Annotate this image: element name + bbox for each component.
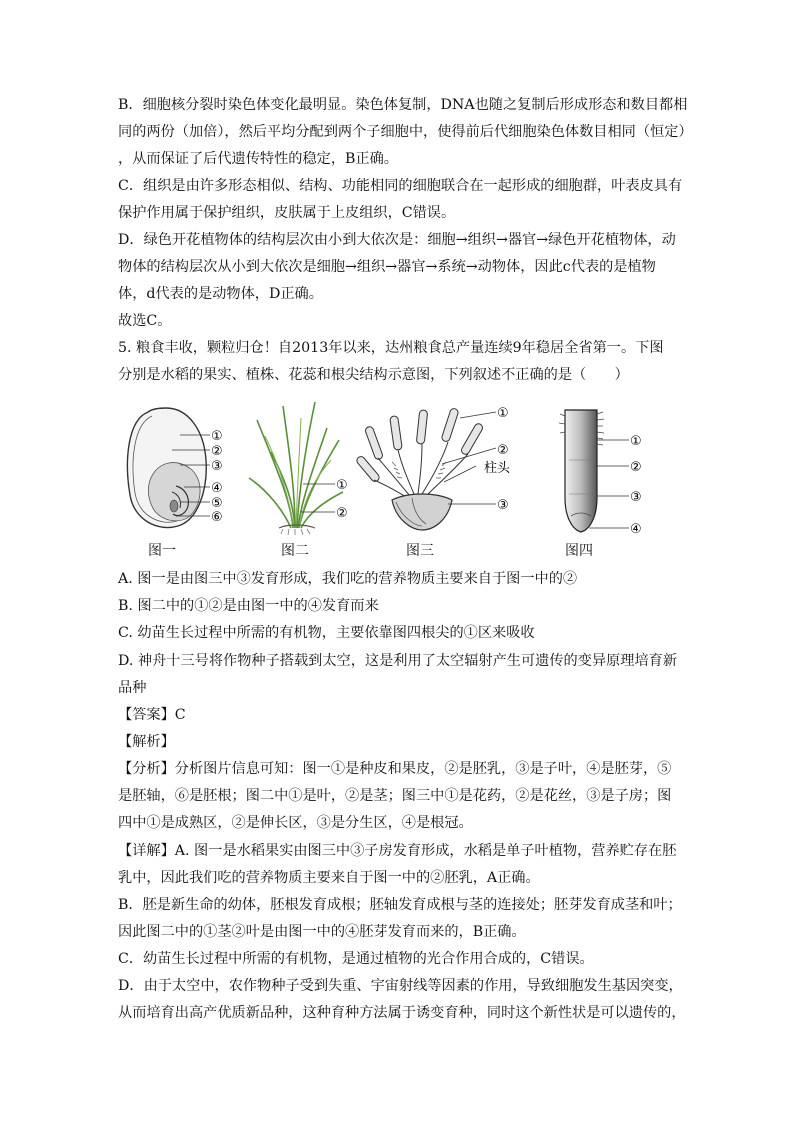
answer-line: 【答案】C bbox=[118, 707, 186, 723]
text-line: 乳中，因此我们吃的营养物质主要来自于图一中的②胚乳，A正确。 bbox=[118, 870, 540, 886]
text-line: 物体的结构层次从小到大依次是细胞→组织→器官→系统→动物体，因此c代表的是植物 bbox=[118, 259, 656, 275]
text-line: 保护作用属于保护组织，皮肤属于上皮组织，C错误。 bbox=[118, 205, 456, 221]
figure-root-tip bbox=[543, 400, 678, 562]
text-line: 因此图二中的①茎②叶是由图一中的④胚芽发育而来的，B正确。 bbox=[118, 924, 526, 940]
option-b: B. 图二中的①②是由图一中的④发育而来 bbox=[118, 598, 379, 614]
fig4-caption: 图四 bbox=[565, 543, 593, 559]
text-line: 从而培育出高产优质新品种，这种育种方法属于诱变育种，同时这个新性状是可以遗传的， bbox=[118, 1005, 686, 1021]
analysis-heading: 【解析】 bbox=[118, 734, 175, 750]
figure-rice-grain bbox=[118, 400, 233, 562]
fig1-label: ① bbox=[211, 429, 223, 444]
text-line: B．细胞核分裂时染色体变化最明显。染色体复制，DNA也随之复制后形成形态和数目都相 bbox=[118, 97, 688, 113]
fig2-caption: 图二 bbox=[281, 543, 309, 559]
fig1-label: ⑤ bbox=[211, 496, 223, 511]
option-d-cont: 品种 bbox=[118, 680, 147, 696]
text-line: 【详解】A. 图一是水稻果实由图三中③子房发育形成，水稻是单子叶植物，营养贮存在胚 bbox=[118, 843, 677, 859]
fig2-label: ① bbox=[336, 478, 348, 493]
fig4-label: ③ bbox=[630, 490, 642, 505]
figure-rice-flower bbox=[356, 400, 526, 562]
text-line: ，从而保证了后代遗传特性的稳定，B正确。 bbox=[118, 151, 398, 167]
text-line: D．绿色开花植物体的结构层次由小到大依次是：细胞→组织→器官→绿色开花植物体，动 bbox=[118, 232, 676, 248]
fig4-label: ① bbox=[630, 434, 642, 449]
text-line: C．幼苗生长过程中所需的有机物，是通过植物的光合作用合成的，C错误。 bbox=[118, 951, 594, 967]
fig3-caption: 图三 bbox=[406, 543, 434, 559]
fig1-label: ⑥ bbox=[211, 510, 223, 525]
figure-rice-plant bbox=[243, 400, 363, 562]
question-5-stem: 分别是水稻的果实、植株、花蕊和根尖结构示意图，下列叙述不正确的是（ ） bbox=[118, 367, 629, 383]
fig3-label: ① bbox=[497, 406, 509, 421]
fig1-label: ② bbox=[211, 444, 223, 459]
text-line: C．组织是由许多形态相似、结构、功能相同的细胞联合在一起形成的细胞群，叶表皮具有 bbox=[118, 178, 683, 194]
text-line: 体，d代表的是动物体，D正确。 bbox=[118, 286, 323, 302]
option-a: A. 图一是由图三中③发育形成，我们吃的营养物质主要来自于图一中的② bbox=[118, 571, 578, 587]
text-line: D．由于太空中，农作物种子受到失重、宇宙射线等因素的作用，导致细胞发生基因突变， bbox=[118, 978, 683, 994]
text-line: 【分析】分析图片信息可知：图一①是种皮和果皮，②是胚乳，③是子叶，④是胚芽，⑤ bbox=[118, 761, 672, 777]
fig4-label: ④ bbox=[630, 522, 642, 535]
fig1-caption: 图一 bbox=[148, 543, 176, 559]
text-line: 是胚轴，⑥是胚根；图二中①是叶，②是茎；图三中①是花药，②是花丝，③是子房；图 bbox=[118, 788, 672, 804]
fig4-label: ② bbox=[630, 460, 642, 475]
fig2-label: ② bbox=[336, 506, 348, 521]
text-line: 四中①是成熟区，②是伸长区，③是分生区，④是根冠。 bbox=[118, 815, 473, 831]
text-line: 故选C。 bbox=[118, 313, 172, 329]
figure-row bbox=[118, 400, 678, 562]
fig3-stigma-label: 柱头 bbox=[484, 461, 511, 476]
fig3-label: ② bbox=[497, 443, 509, 458]
option-d: D. 神舟十三号将作物种子搭载到太空，这是利用了太空辐射产生可遗传的变异原理培育新 bbox=[118, 653, 678, 669]
fig1-label: ③ bbox=[211, 459, 223, 474]
fig1-label: ④ bbox=[211, 481, 223, 496]
text-line: B．胚是新生命的幼体，胚根发育成根；胚轴发育成根与茎的连接处；胚芽发育成茎和叶； bbox=[118, 897, 682, 913]
question-5-stem: 5. 粮食丰收，颗粒归仓！自2013年以来，达州粮食总产量连续9年稳居全省第一。下图 bbox=[118, 340, 664, 356]
text-line: 同的两份（加倍），然后平均分配到两个子细胞中，使得前后代细胞染色体数目相同（恒定） bbox=[118, 124, 693, 140]
option-c: C. 幼苗生长过程中所需的有机物，主要依靠图四根尖的①区来吸收 bbox=[118, 625, 535, 641]
fig3-label: ③ bbox=[497, 498, 509, 513]
